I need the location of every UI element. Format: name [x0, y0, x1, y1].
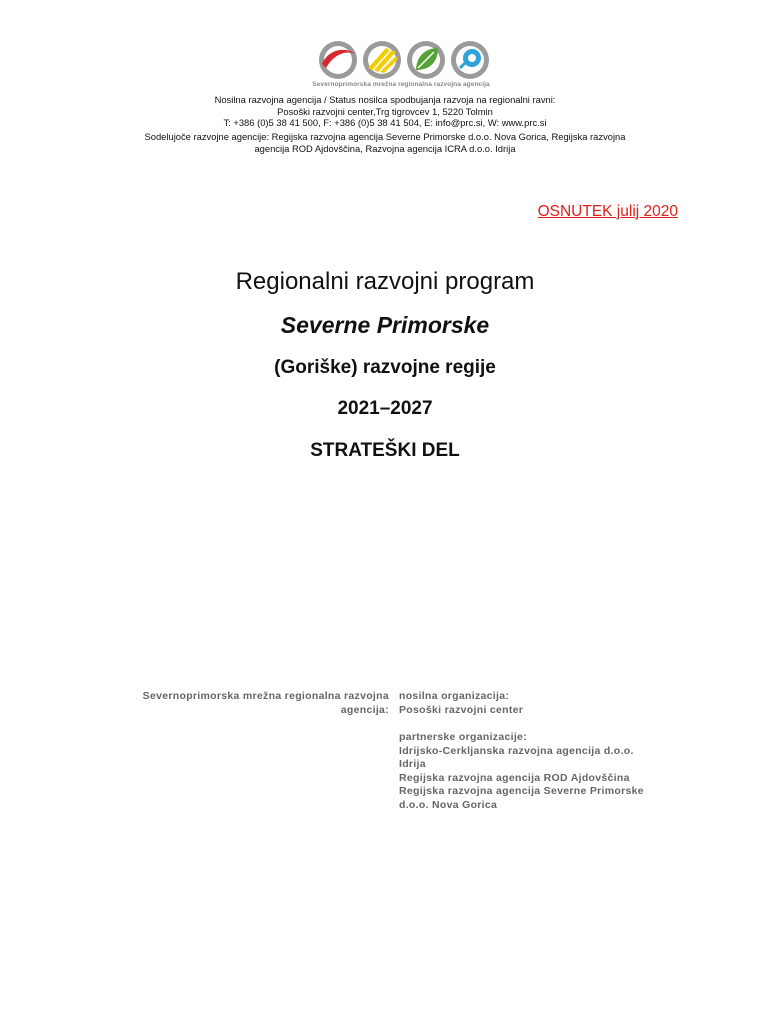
lead-org-heading: nosilna organizacija: [399, 690, 510, 702]
title-line-3: (Goriške) razvojne regije [274, 357, 496, 378]
draft-label: OSNUTEK julij 2020 [537, 203, 678, 220]
title-line-2: Severne Primorske [280, 312, 490, 338]
gear-icon [451, 41, 489, 79]
partner-3-line-1: Regijska razvojna agencija Severne Primorske [399, 785, 644, 797]
partner-3-line-2: d.o.o. Nova Gorica [399, 798, 498, 811]
title-section: STRATEŠKI DEL [310, 440, 460, 461]
network-agency-line-2: agencija: [340, 703, 389, 716]
lead-org-name: Posoški razvojni center [399, 703, 524, 716]
title-period: 2021–2027 [337, 398, 433, 419]
partner-2: Regijska razvojna agencija ROD Ajdovščina [399, 771, 630, 784]
partner-agencies-info [90, 131, 680, 154]
partner-1-line-2: Idrija [399, 758, 426, 770]
network-agency-line-1: Severnoprimorska mrežna regionalna razvojna [142, 690, 389, 702]
lead-agency-contacts: T: +386 (0)5 38 41 500, F: +386 (0)5 38 41 504, E: info@prc.si, W: www.prc.si [223, 117, 547, 129]
swoosh-icon [319, 41, 357, 79]
lead-agency-info [90, 94, 680, 129]
partner-1-line-1: Idrijsko-Cerkljanska razvojna agencija d.o.o. [399, 744, 634, 757]
network-agency-label [120, 690, 389, 717]
organizations-list [399, 690, 679, 812]
stripes-icon [363, 41, 401, 79]
partner-agencies-line-2: agencija ROD Ajdovščina, Razvojna agencija ICRA d.o.o. Idrija [254, 142, 516, 154]
partners-heading: partnerske organizacije: [399, 731, 527, 743]
lead-agency-status: Nosilna razvojna agencija / Status nosilca spodbujanja razvoja na regionalni ravni: [214, 94, 556, 105]
partner-agencies-line-1: Sodelujoče razvojne agencije: Regijska razvojna agencija Severne Primorske d.o.o. Nova Gorica, Regijska razvojna [144, 131, 626, 142]
lead-agency-address: Posoški razvojni center,Trg tigrovcev 1, 5220 Tolmin [277, 105, 493, 117]
leaf-icon [407, 41, 445, 79]
logo-caption: Severnoprimorska mrežna regionalna razvojna agencija [312, 81, 490, 88]
title-line-1: Regionalni razvojni program [235, 268, 535, 295]
